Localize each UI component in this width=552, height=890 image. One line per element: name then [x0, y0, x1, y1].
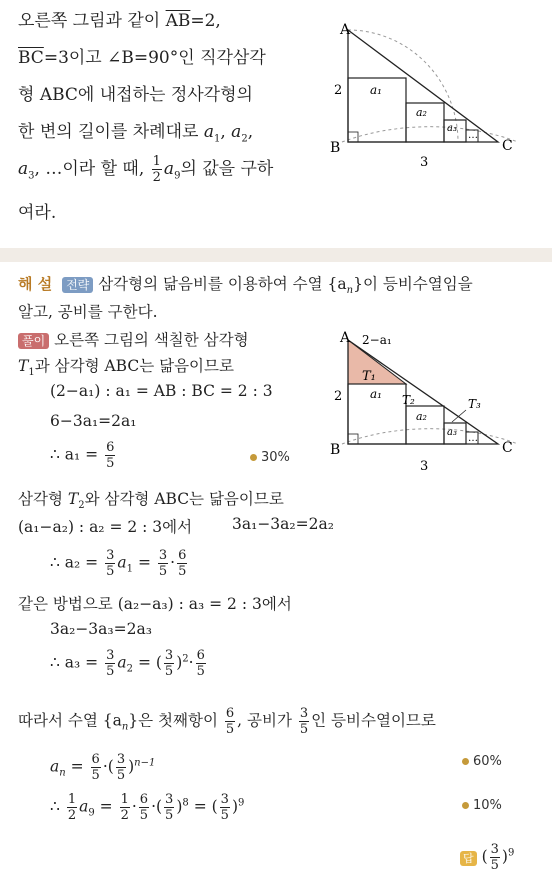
strategy-line-1: 해 설 전략 삼각형의 닮음비를 이용하여 수열 $\{a_n\}$이 등비수열임을: [18, 275, 473, 297]
solution-line-12: 따라서 수열 $\{a_n\}$은 첫째항이 $\frac{6}{5}$ , 공비가 $\frac{3}{5}$ 인 등비수열이므로: [18, 706, 436, 737]
fig2-label-b: B: [330, 442, 341, 458]
solution-line-5: ∴ a₁ = $\frac{6}{5}$: [50, 440, 115, 471]
score-10: 10%: [462, 798, 502, 813]
fig2-label-c: C: [502, 440, 513, 456]
fig1-label-a: A: [340, 22, 351, 38]
strategy-line-2: 알고, 공비를 구한다.: [18, 303, 158, 321]
answer: 답 ( $\frac{3}{5}$ )$^9$: [460, 842, 514, 873]
fig2-label-3: 3: [420, 459, 429, 474]
svg-text:a₃: a₃: [447, 427, 457, 438]
svg-text:a₁: a₁: [370, 83, 382, 97]
svg-text:a₂: a₂: [416, 106, 427, 119]
strategy-badge: 전략: [62, 277, 93, 293]
solution-line-9: 같은 방법으로 (a₂−a₃) : a₃ = 2 : 3에서: [18, 595, 292, 613]
solution-line-4: 6−3a₁=2a₁: [50, 412, 137, 430]
solution-line-11: ∴ a₃ = $\frac{3}{5}$ $a_2$ = ( $\frac{3}{5}$ )$^2$· $\frac{6}{5}$: [50, 648, 205, 679]
figure-2: [318, 326, 550, 476]
solution-line-8: ∴ a₂ = $\frac{3}{5}$ $a_1$ = $\frac{3}{5}$ · $\frac{6}{5}$: [50, 548, 187, 579]
fig2-label-t1: T₁: [362, 369, 376, 384]
fig2-label-t2: T₂: [402, 393, 415, 407]
solution-line-13: $a_n$ = $\frac{6}{5}$ ·( $\frac{3}{5}$ )$^{n-1}$: [50, 752, 156, 783]
fig1-label-3: 3: [420, 155, 429, 170]
svg-text:a₃: a₃: [447, 123, 457, 134]
svg-text:a₂: a₂: [416, 410, 427, 423]
solution-line-6: 삼각형 $T_2$와 삼각형 ABC는 닮음이므로: [18, 490, 284, 512]
score-60: 60%: [462, 754, 502, 769]
svg-text:a₁: a₁: [370, 387, 382, 401]
haeseol-label: 해 설: [18, 275, 53, 293]
solution-line-1: 풀이 오른쪽 그림의 색칠한 삼각형: [18, 328, 249, 350]
svg-text:…: …: [468, 433, 478, 444]
fig1-label-2: 2: [334, 83, 343, 98]
fig2-label-2: 2: [334, 389, 343, 404]
problem-line-5: $a_3$, …이라 할 때, $\frac{1}{2}$ $a_9$의 값을 구하: [18, 154, 274, 185]
answer-badge: 답: [460, 851, 477, 866]
solution-badge: 풀이: [18, 333, 49, 349]
fig1-label-b: B: [330, 140, 341, 156]
fig2-label-top: 2−a₁: [362, 333, 392, 347]
problem-line-4: 한 변의 길이를 차례대로 $a_1$, $a_2$,: [18, 122, 254, 145]
solution-line-3: (2−a₁) : a₁ = AB : BC = 2 : 3: [50, 382, 273, 400]
solution-line-2: $T_1$과 삼각형 ABC는 닮음이므로: [18, 357, 234, 379]
score-30: 30%: [250, 450, 290, 465]
svg-text:…: …: [468, 130, 478, 141]
problem-line-6: 여라.: [18, 203, 57, 223]
figure-1: [318, 20, 550, 170]
problem-line-1: 오른쪽 그림과 같이 $\overline{AB}=2$,: [18, 11, 221, 31]
problem-line-3: 형 ABC에 내접하는 정사각형의: [18, 85, 253, 105]
fig1-label-c: C: [502, 138, 513, 154]
fig2-label-t3: T₃: [468, 397, 481, 411]
fig2-label-a: A: [340, 330, 351, 346]
solution-line-7: (a₁−a₂) : a₂ = 2 : 3에서: [18, 518, 193, 536]
section-divider: [0, 248, 552, 262]
solution-line-14: ∴ $\frac{1}{2}$ $a_9$ = $\frac{1}{2}$ · $\frac{6}{5}$ ·( $\frac{3}{5}$ )$^8$ = ( $\frac{3}{5}$ )$^9$: [50, 792, 245, 823]
problem-line-2: $\overline{BC}=3$이고 ∠B=90°인 직각삼각: [18, 48, 266, 68]
solution-line-10: 3a₂−3a₃=2a₃: [50, 620, 152, 638]
solution-line-7b: 3a₁−3a₂=2a₂: [232, 515, 334, 533]
